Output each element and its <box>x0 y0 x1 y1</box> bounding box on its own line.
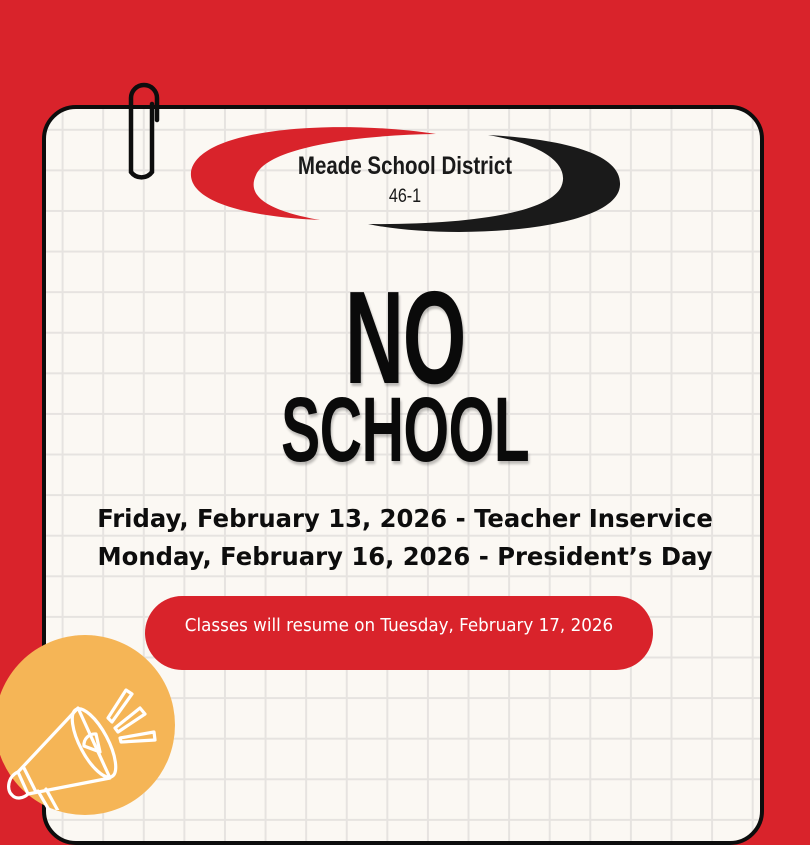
headline-school: SCHOOL <box>280 379 530 481</box>
date-line: Monday, February 16, 2026 - President’s Day <box>97 542 713 571</box>
district-name: Meade School District <box>297 152 513 180</box>
date-line: Friday, February 13, 2026 - Teacher Inservice <box>97 504 713 533</box>
resume-notice-text: Classes will resume on Tuesday, February 17, 2026 <box>184 615 614 636</box>
resume-notice-badge <box>145 596 653 670</box>
closure-dates <box>0 500 810 576</box>
megaphone-icon <box>0 650 170 810</box>
headline-no: NO <box>344 264 466 411</box>
district-number: 46-1 <box>388 186 422 207</box>
